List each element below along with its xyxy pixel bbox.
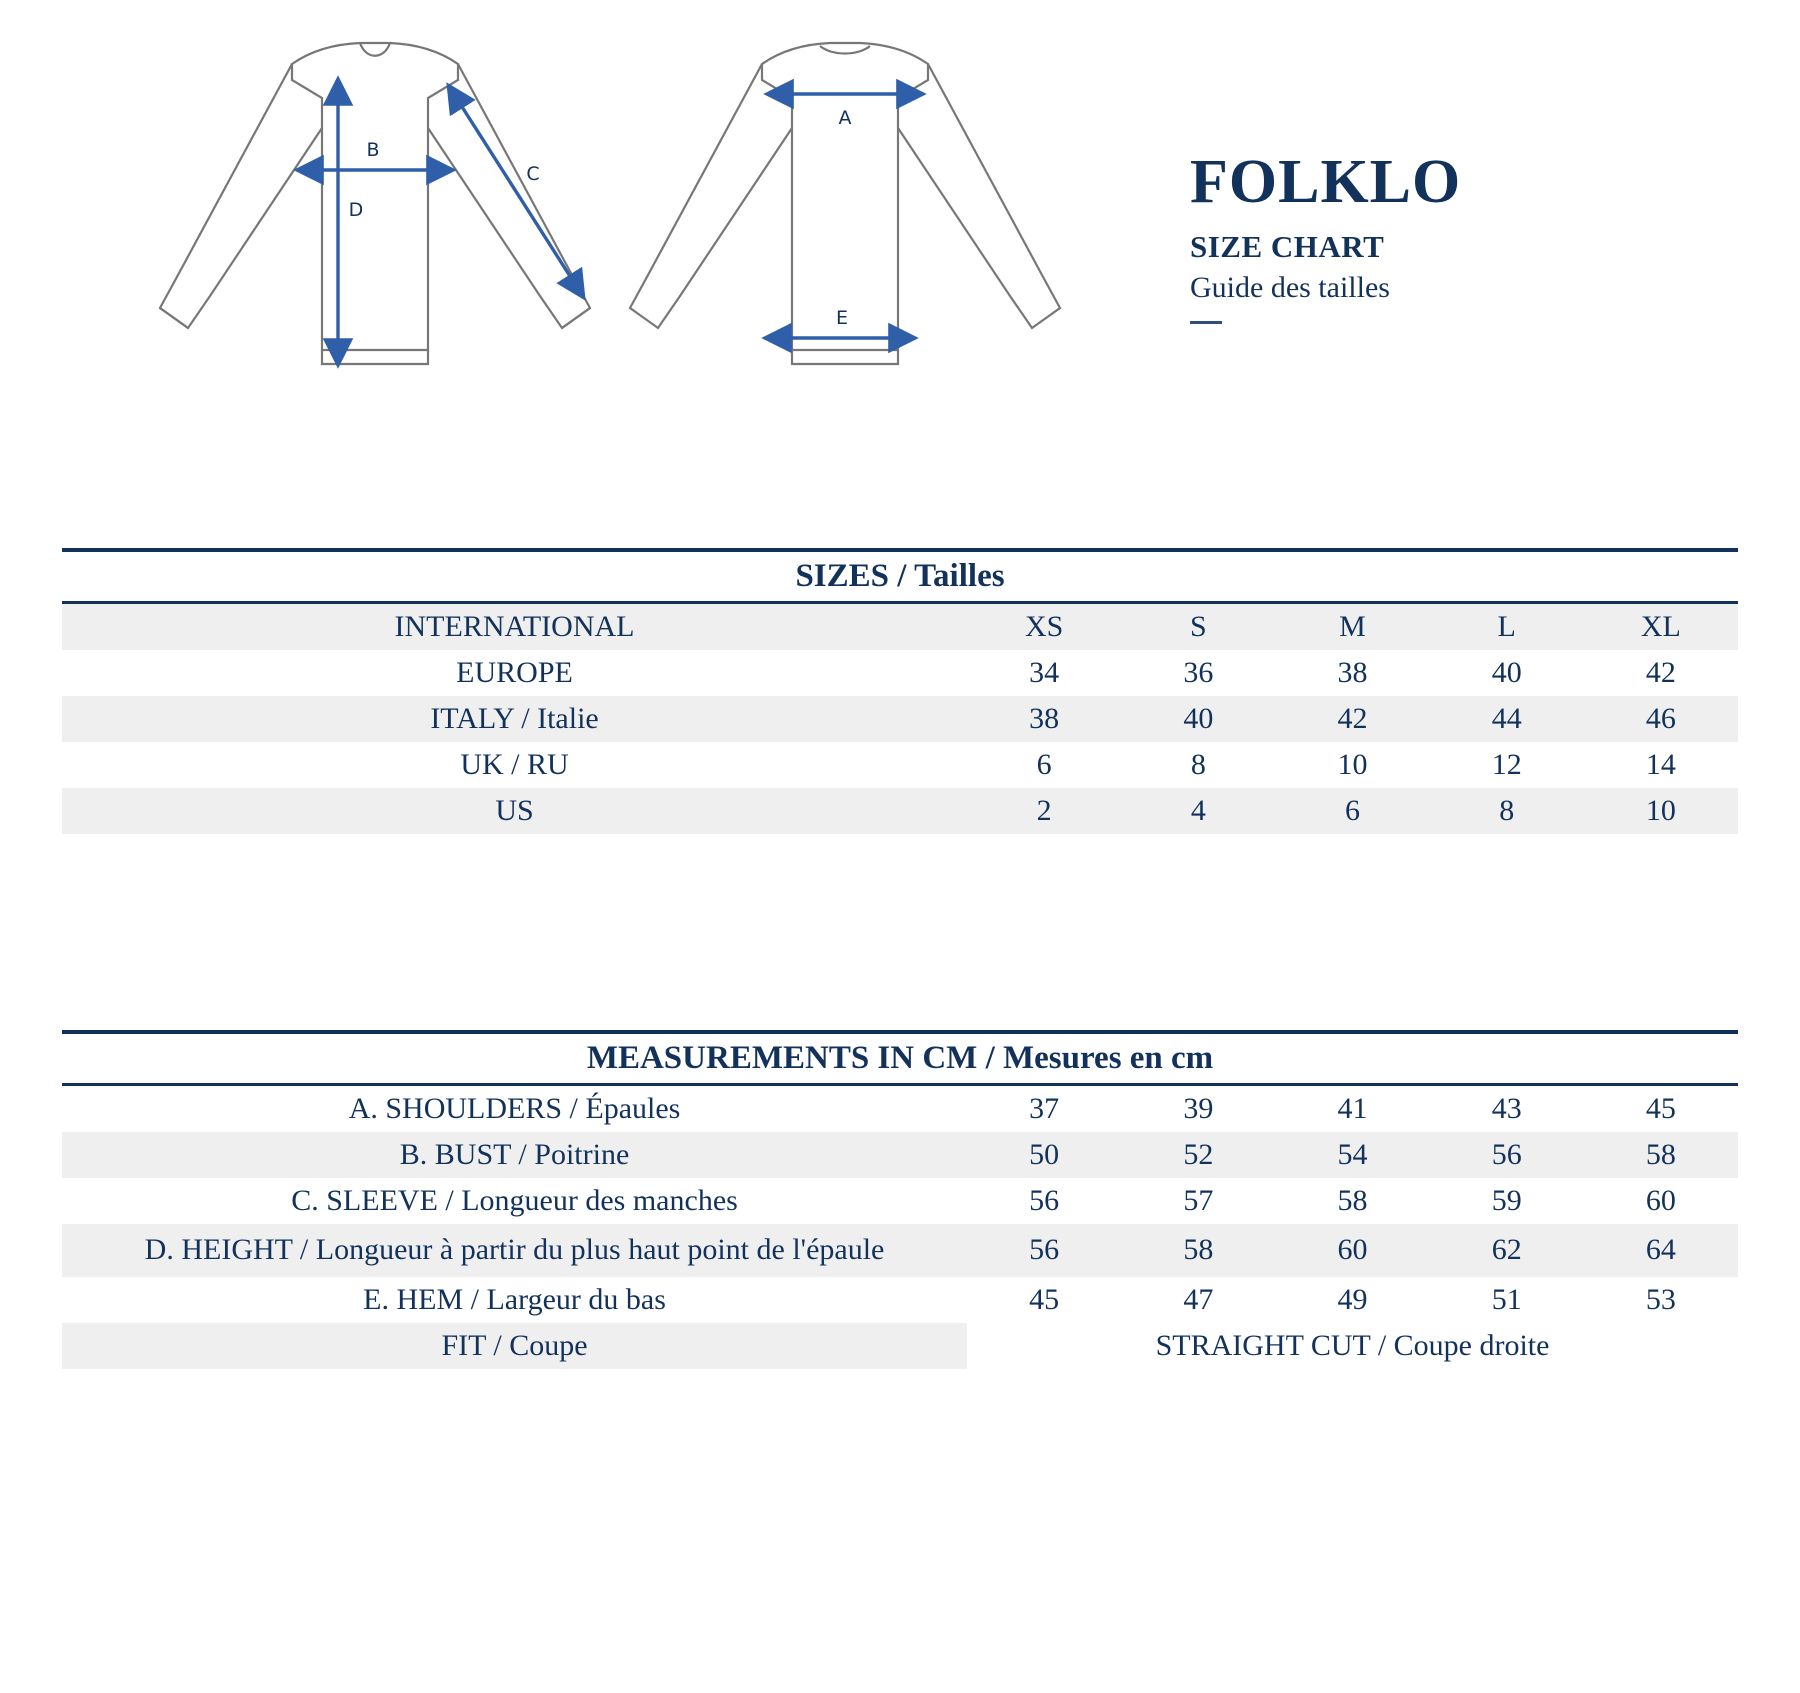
cell-bust-m: 54 <box>1275 1132 1429 1178</box>
cell-italy-s: 40 <box>1121 696 1275 742</box>
cell-hem-xl: 53 <box>1584 1277 1738 1323</box>
cell-sleeve-xl: 60 <box>1584 1178 1738 1224</box>
cell-us-xl: 10 <box>1584 788 1738 834</box>
cell-europe-xl: 42 <box>1584 650 1738 696</box>
measurements-table-title-row <box>62 1032 1738 1085</box>
cell-italy-xs: 38 <box>967 696 1121 742</box>
table-row <box>62 1178 1738 1224</box>
cell-shoulders-m: 41 <box>1275 1085 1429 1133</box>
row-label-italy: ITALY / Italie <box>62 696 967 742</box>
cell-hem-s: 47 <box>1121 1277 1275 1323</box>
cell-europe-m: 38 <box>1275 650 1429 696</box>
row-label-international: INTERNATIONAL <box>62 603 967 651</box>
cell-europe-s: 36 <box>1121 650 1275 696</box>
cell-uk-xl: 14 <box>1584 742 1738 788</box>
table-row <box>62 696 1738 742</box>
row-label-hem: E. HEM / Largeur du bas <box>62 1277 967 1323</box>
table-row <box>62 1224 1738 1277</box>
table-row-fit <box>62 1323 1738 1369</box>
brand-divider <box>1190 321 1222 324</box>
table-row <box>62 788 1738 834</box>
cell-international-l: L <box>1430 603 1584 651</box>
diagram-label-c: C <box>526 163 540 185</box>
table-row <box>62 1132 1738 1178</box>
cell-height-s: 58 <box>1121 1224 1275 1277</box>
cell-hem-xs: 45 <box>967 1277 1121 1323</box>
cell-fit-value: STRAIGHT CUT / Coupe droite <box>967 1323 1738 1369</box>
cell-sleeve-l: 59 <box>1430 1178 1584 1224</box>
front-measure-lines <box>300 82 582 362</box>
cell-hem-l: 51 <box>1430 1277 1584 1323</box>
cell-international-xl: XL <box>1584 603 1738 651</box>
cell-height-xl: 64 <box>1584 1224 1738 1277</box>
cell-sleeve-xs: 56 <box>967 1178 1121 1224</box>
sizes-table <box>62 548 1738 834</box>
cell-uk-s: 8 <box>1121 742 1275 788</box>
cell-international-xs: XS <box>967 603 1121 651</box>
table-row <box>62 1085 1738 1133</box>
row-label-height: D. HEIGHT / Longueur à partir du plus haut point de l'épaule <box>62 1224 967 1277</box>
brand-block <box>1190 150 1750 324</box>
sizes-table-title-row <box>62 550 1738 603</box>
diagram-label-d: D <box>348 199 364 221</box>
row-label-us: US <box>62 788 967 834</box>
brand-name: FOLKLO <box>1190 148 1462 216</box>
cell-shoulders-s: 39 <box>1121 1085 1275 1133</box>
row-label-fit: FIT / Coupe <box>62 1323 967 1369</box>
cell-height-l: 62 <box>1430 1224 1584 1277</box>
cell-uk-m: 10 <box>1275 742 1429 788</box>
garment-diagram-svg <box>60 20 1180 440</box>
row-label-sleeve: C. SLEEVE / Longueur des manches <box>62 1178 967 1224</box>
header-area <box>0 0 1800 500</box>
sizes-table-title: SIZES / Tailles <box>62 550 1738 603</box>
cell-height-m: 60 <box>1275 1224 1429 1277</box>
cell-italy-xl: 46 <box>1584 696 1738 742</box>
measurements-table-title: MEASUREMENTS IN CM / Mesures en cm <box>62 1032 1738 1085</box>
cell-international-m: M <box>1275 603 1429 651</box>
table-row <box>62 603 1738 651</box>
diagram-label-a: A <box>838 107 852 129</box>
table-row <box>62 1277 1738 1323</box>
cell-international-s: S <box>1121 603 1275 651</box>
cell-height-xs: 56 <box>967 1224 1121 1277</box>
cell-bust-l: 56 <box>1430 1132 1584 1178</box>
cell-bust-xs: 50 <box>967 1132 1121 1178</box>
cell-europe-l: 40 <box>1430 650 1584 696</box>
cell-uk-l: 12 <box>1430 742 1584 788</box>
cell-europe-xs: 34 <box>967 650 1121 696</box>
table-row <box>62 650 1738 696</box>
cell-italy-l: 44 <box>1430 696 1584 742</box>
sizes-table-container <box>62 548 1738 834</box>
cell-us-l: 8 <box>1430 788 1584 834</box>
garment-diagrams <box>60 20 1180 440</box>
brand-subtitle-en: SIZE CHART <box>1190 229 1385 265</box>
cell-sleeve-m: 58 <box>1275 1178 1429 1224</box>
cell-us-s: 4 <box>1121 788 1275 834</box>
cell-us-xs: 2 <box>967 788 1121 834</box>
cell-bust-s: 52 <box>1121 1132 1275 1178</box>
measurements-table <box>62 1030 1738 1369</box>
cell-italy-m: 42 <box>1275 696 1429 742</box>
cell-shoulders-l: 43 <box>1430 1085 1584 1133</box>
measurements-table-container <box>62 1030 1738 1369</box>
diagram-label-b: B <box>366 139 380 161</box>
row-label-shoulders: A. SHOULDERS / Épaules <box>62 1085 967 1133</box>
cell-bust-xl: 58 <box>1584 1132 1738 1178</box>
row-label-bust: B. BUST / Poitrine <box>62 1132 967 1178</box>
diagram-label-e: E <box>835 307 849 329</box>
cell-shoulders-xl: 45 <box>1584 1085 1738 1133</box>
row-label-europe: EUROPE <box>62 650 967 696</box>
cell-uk-xs: 6 <box>967 742 1121 788</box>
cell-sleeve-s: 57 <box>1121 1178 1275 1224</box>
table-row <box>62 742 1738 788</box>
cell-shoulders-xs: 37 <box>967 1085 1121 1133</box>
cell-hem-m: 49 <box>1275 1277 1429 1323</box>
brand-subtitle-fr: Guide des tailles <box>1190 271 1390 305</box>
cell-us-m: 6 <box>1275 788 1429 834</box>
row-label-uk: UK / RU <box>62 742 967 788</box>
